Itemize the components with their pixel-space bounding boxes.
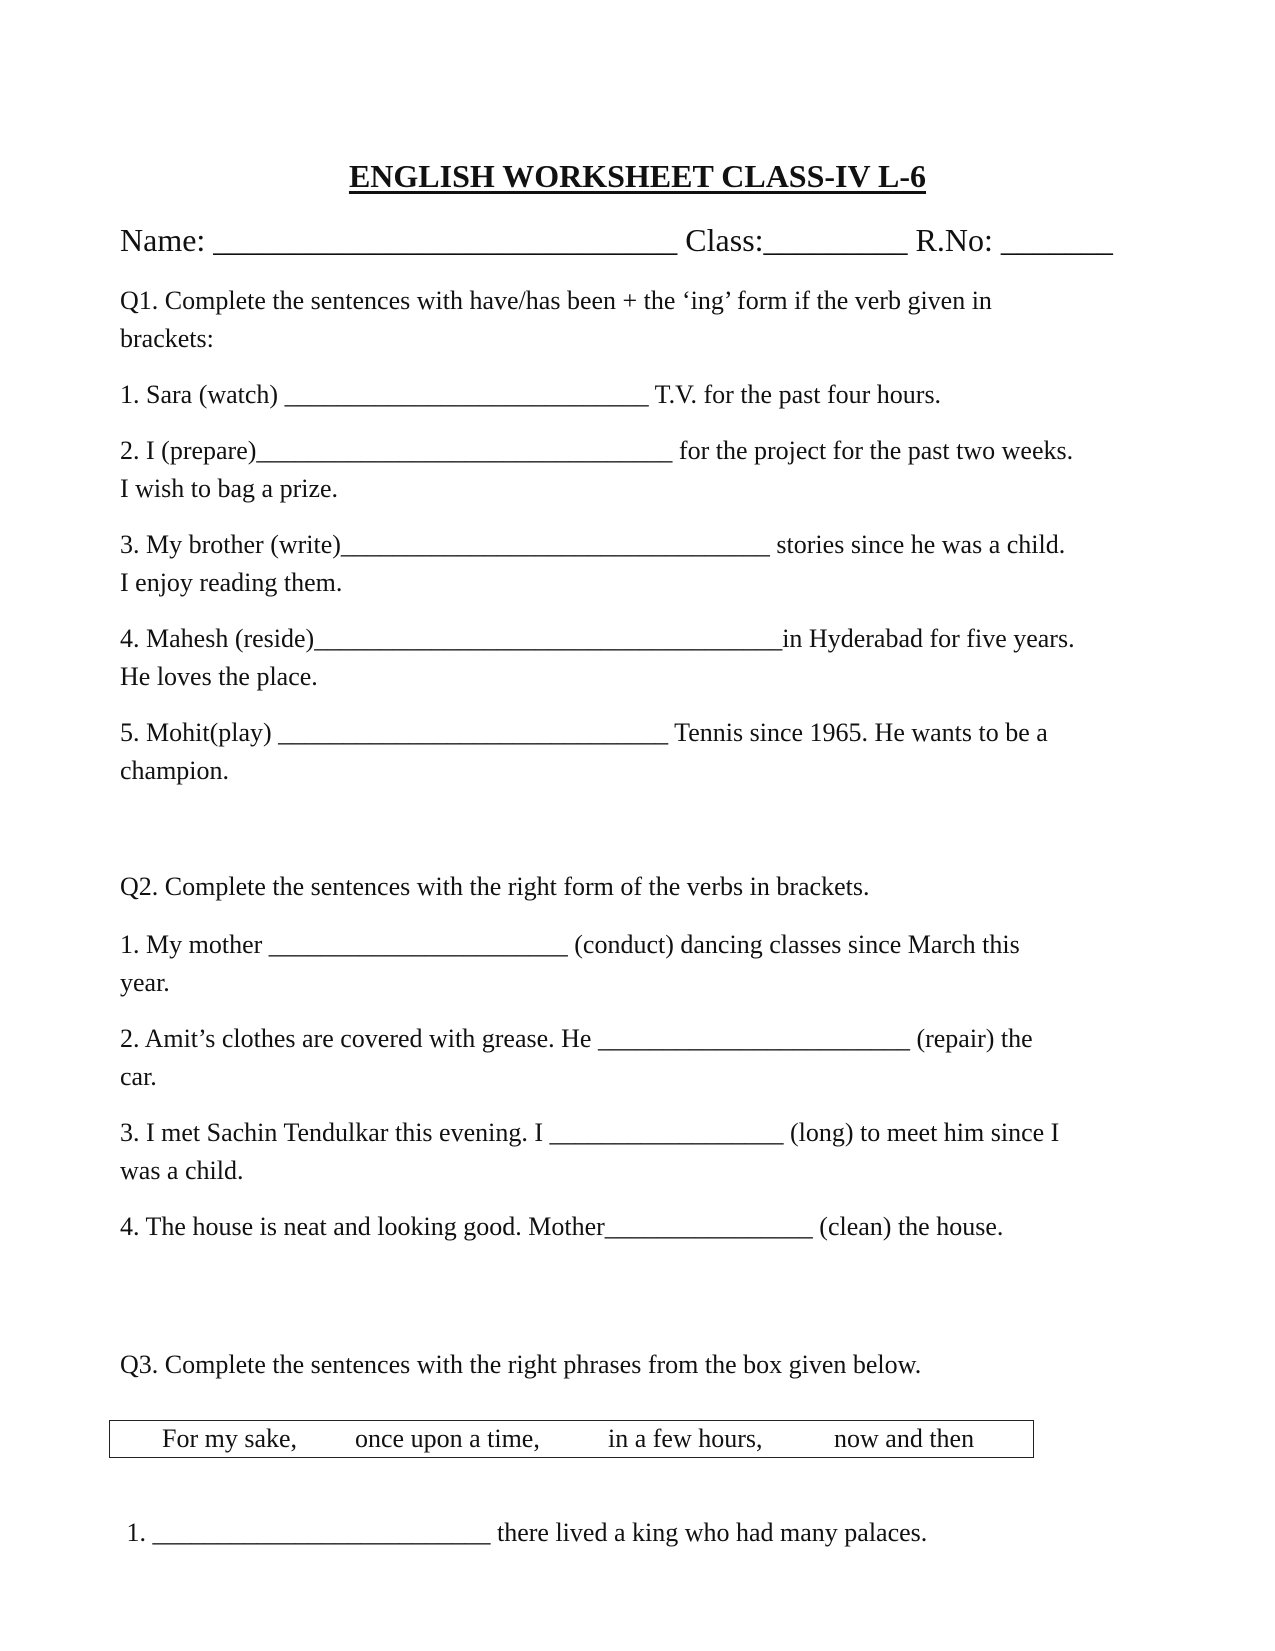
phrase-1: For my sake, — [162, 1424, 298, 1453]
phrase-3: in a few hours, — [608, 1424, 763, 1453]
q2-item-1: 1. My mother _______________________ (conduct) dancing classes since March this year. — [120, 930, 1020, 997]
q3-heading: Q3. Complete the sentences with the right phrases from the box given below. — [120, 1350, 922, 1379]
phrase-4: now and then — [834, 1424, 975, 1453]
phrase-box — [109, 1420, 1034, 1458]
q2-item-3: 3. I met Sachin Tendulkar this evening. I __________________ (long) to meet him since I was a child. — [120, 1118, 1060, 1185]
worksheet-title: ENGLISH WORKSHEET CLASS-IV L-6 — [348, 158, 927, 194]
q1-item-5: 5. Mohit(play) ______________________________ Tennis since 1965. He wants to be a champion. — [120, 718, 1048, 785]
q1-item-3: 3. My brother (write)_________________________________ stories since he was a child. I enjoy reading them. — [120, 530, 1066, 597]
q1-item-2: 2. I (prepare)________________________________ for the project for the past two weeks. I wish to bag a prize. — [120, 436, 1074, 503]
q1-item-4: 4. Mahesh (reside)____________________________________in Hyderabad for five years. He loves the place. — [120, 624, 1075, 691]
q2-item-4: 4. The house is neat and looking good. Mother________________ (clean) the house. — [120, 1212, 1004, 1241]
q2-item-2: 2. Amit’s clothes are covered with grease. He ________________________ (repair) the car. — [120, 1024, 1033, 1091]
q3-item-1: 1. __________________________ there lived a king who had many palaces. — [120, 1518, 928, 1547]
q1-item-1: 1. Sara (watch) ____________________________ T.V. for the past four hours. — [120, 380, 942, 409]
q1-heading: Q1. Complete the sentences with have/has been + the ‘ing’ form if the verb given in brackets: — [120, 286, 992, 353]
q2-heading: Q2. Complete the sentences with the right form of the verbs in brackets. — [120, 872, 870, 901]
student-info-line: Name: _____________________________ Class:_________ R.No: _______ — [120, 222, 1113, 258]
phrase-2: once upon a time, — [355, 1424, 540, 1453]
